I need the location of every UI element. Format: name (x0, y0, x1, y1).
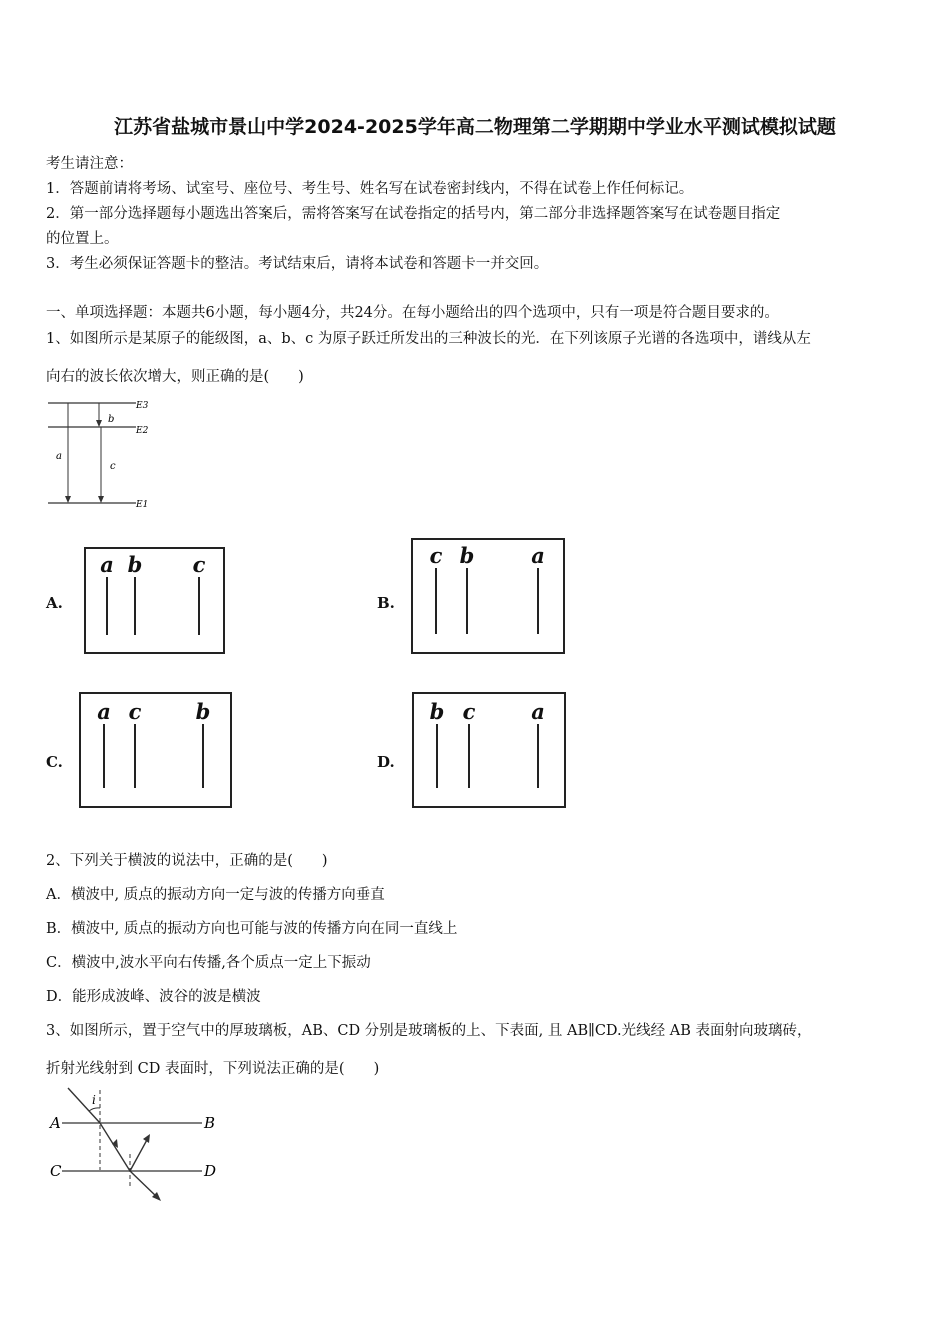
q2-option-c[interactable]: C．横波中,波水平向右传播,各个质点一定上下振动 (46, 955, 371, 971)
label-a: A (50, 1114, 61, 1132)
q1-option-d-label[interactable]: D. (377, 753, 395, 771)
spectrum-letter: c (128, 699, 142, 724)
q3-stem-line2: 折射光线射到 CD 表面时，下列说法正确的是( ) (46, 1061, 380, 1077)
transition-label-b: b (108, 414, 115, 425)
glass-plate-diagram (44, 1086, 224, 1206)
spectrum-line (106, 577, 108, 635)
label-angle-i: i (92, 1093, 96, 1107)
spectrum-line (537, 568, 539, 634)
q1-option-b-label[interactable]: B. (377, 594, 395, 612)
transition-label-c: c (110, 461, 116, 472)
label-d: D (204, 1162, 217, 1180)
section-heading: 一、单项选择题：本题共6小题，每小题4分，共24分。在每小题给出的四个选项中，只有一项是符合题目要求的。 (46, 305, 779, 321)
q2-option-a[interactable]: A．横波中, 质点的振动方向一定与波的传播方向垂直 (46, 887, 385, 903)
label-b: B (204, 1114, 216, 1132)
energy-level-diagram (44, 393, 164, 513)
spectrum-line (134, 724, 136, 788)
level-label-e3: E3 (136, 401, 149, 411)
notice-item: 3．考生必须保证答题卡的整洁。考试结束后，请将本试卷和答题卡一并交回。 (46, 256, 549, 272)
spectrum-letter: b (459, 543, 475, 568)
q1-option-d-spectrum[interactable] (412, 692, 566, 808)
q3-stem-line1: 3、如图所示，置于空气中的厚玻璃板，AB、CD 分别是玻璃板的上、下表面, 且 AB∥CD.光线经 AB 表面射向玻璃砖， (46, 1023, 812, 1039)
spectrum-line (436, 724, 438, 788)
q2-stem: 2、下列关于横波的说法中，正确的是( ) (46, 853, 328, 869)
spectrum-letter: a (100, 552, 114, 577)
label-c: C (50, 1162, 62, 1180)
level-label-e2: E2 (136, 426, 149, 436)
notice-item: 2．第一部分选择题每小题选出答案后，需将答案写在试卷指定的括号内，第二部分非选择题答案写在试卷题目指定 (46, 206, 781, 222)
spectrum-line (466, 568, 468, 634)
level-label-e1: E1 (136, 500, 149, 510)
notice-heading: 考生请注意： (46, 156, 133, 172)
q2-option-b[interactable]: B．横波中, 质点的振动方向也可能与波的传播方向在同一直线上 (46, 921, 458, 937)
q1-stem-line2: 向右的波长依次增大，则正确的是( ) (46, 369, 304, 385)
spectrum-line (134, 577, 136, 635)
q2-option-d[interactable]: D．能形成波峰、波谷的波是横波 (46, 989, 261, 1005)
spectrum-line (435, 568, 437, 634)
spectrum-letter: b (429, 699, 445, 724)
spectrum-letter: c (192, 552, 206, 577)
spectrum-letter: c (429, 543, 443, 568)
spectrum-letter: c (462, 699, 476, 724)
transition-label-a: a (56, 451, 62, 462)
spectrum-letter: a (97, 699, 111, 724)
spectrum-line (537, 724, 539, 788)
q1-stem-line1: 1、如图所示是某原子的能级图，a、b、c 为原子跃迁所发出的三种波长的光．在下列该原子光谱的各选项中，谱线从左 (46, 331, 811, 347)
notice-item: 1．答题前请将考场、试室号、座位号、考生号、姓名写在试卷密封线内，不得在试卷上作任何标记。 (46, 181, 694, 197)
q1-option-c-label[interactable]: C. (46, 753, 63, 771)
q1-option-a-label[interactable]: A. (46, 594, 63, 612)
spectrum-line (468, 724, 470, 788)
page-title: 江苏省盐城市景山中学2024-2025学年高二物理第二学期期中学业水平测试模拟试题 (114, 116, 836, 138)
spectrum-letter: a (531, 699, 545, 724)
spectrum-line (103, 724, 105, 788)
spectrum-line (202, 724, 204, 788)
q1-option-a-spectrum[interactable] (84, 547, 225, 654)
spectrum-line (198, 577, 200, 635)
spectrum-letter: b (195, 699, 211, 724)
spectrum-letter: b (127, 552, 143, 577)
q1-option-b-spectrum[interactable] (411, 538, 565, 654)
spectrum-letter: a (531, 543, 545, 568)
q1-option-c-spectrum[interactable] (79, 692, 232, 808)
notice-item: 的位置上。 (46, 231, 119, 247)
